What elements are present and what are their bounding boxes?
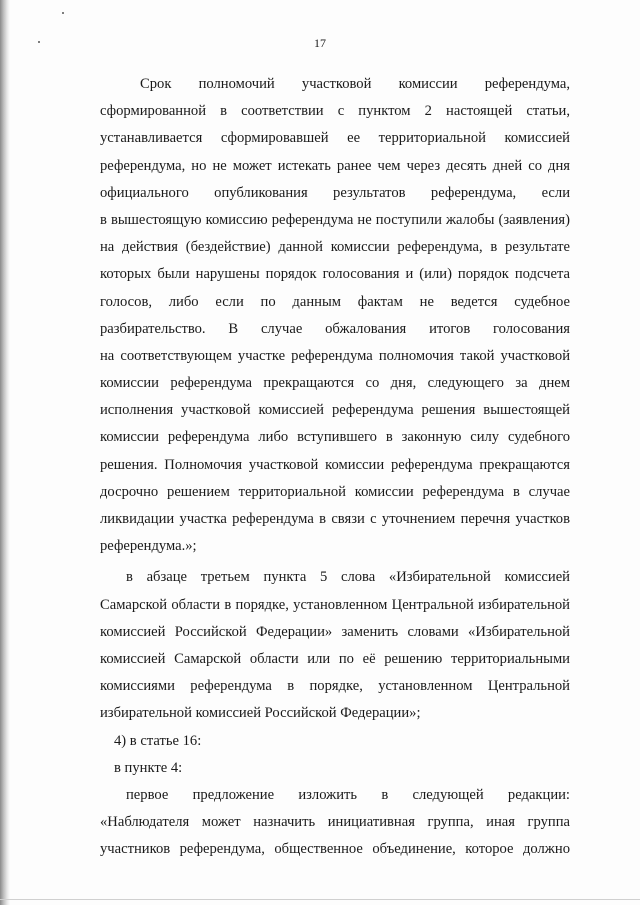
text-line: референдума, но не может истекать ранее чем через десять дней со дня (100, 157, 570, 174)
page-number: 17 (314, 36, 326, 50)
text-line: которых были нарушены порядок голосования и (или) порядок подсчета (100, 266, 570, 283)
text-line: референдума.»; (100, 538, 197, 555)
text-line: в пункте 4: (114, 759, 183, 776)
text-line: досрочно решением территориальной комиссии референдума в случае (100, 483, 570, 500)
text-line: участников референдума, общественное объединение, которое должно (100, 841, 570, 858)
paragraph (100, 564, 570, 727)
paragraph (100, 71, 570, 560)
text-line: комиссиями референдума в порядке, установленном Центральной (100, 678, 570, 695)
scan-edge-shadow (0, 0, 10, 905)
text-line: в вышестоящую комиссию референдума не поступили жалобы (заявления) (100, 211, 570, 228)
text-line: комиссии референдума либо вступившего в законную силу судебного (100, 429, 570, 446)
text-line: на действия (бездействие) данной комиссии референдума, в результате (100, 239, 570, 256)
scan-speck (62, 12, 64, 14)
paragraph (100, 728, 570, 755)
text-line: сформированной в соответствии с пунктом 2 настоящей статьи, (100, 103, 570, 120)
text-line: Самарской области в порядке, установленном Центральной избирательной (100, 596, 570, 613)
text-line: избирательной комиссией Российской Федерации»; (100, 705, 421, 722)
text-line: Срок полномочий участковой комиссии референдума, (140, 76, 570, 92)
text-line: на соответствующем участке референдума полномочия такой участковой (100, 347, 570, 364)
text-line: первое предложение изложить в следующей редакции: (126, 786, 570, 803)
text-line: «Наблюдателя может назначить инициативная группа, иная группа (100, 814, 570, 831)
text-line: исполнения участковой комиссией референдума решения вышестоящей (100, 402, 570, 419)
paragraph (100, 755, 570, 782)
paragraph (100, 782, 570, 864)
text-line: решения. Полномочия участковой комиссии референдума прекращаются (100, 456, 570, 473)
document-body (100, 71, 570, 863)
text-line: в абзаце третьем пункта 5 слова «Избирательной комиссией (126, 569, 570, 586)
text-line: комиссией Самарской области или по её решению территориальными (100, 650, 570, 667)
text-line: голосов, либо если по данным фактам не ведется судебное (100, 293, 570, 310)
text-line: устанавливается сформировавшей ее территориальной комиссией (100, 130, 570, 147)
text-line: разбирательство. В случае обжалования итогов голосования (100, 320, 570, 337)
text-line: официального опубликования результатов референдума, если (100, 184, 570, 201)
text-line: 4) в статье 16: (114, 732, 202, 749)
page-bottom-edge (0, 899, 640, 900)
text-line: ликвидации участка референдума в связи с уточнением перечня участков (100, 511, 570, 527)
text-line: комиссией Российской Федерации» заменить словами «Избирательной (100, 623, 570, 640)
text-line: комиссии референдума прекращаются со дня, следующего за днем (100, 375, 570, 392)
